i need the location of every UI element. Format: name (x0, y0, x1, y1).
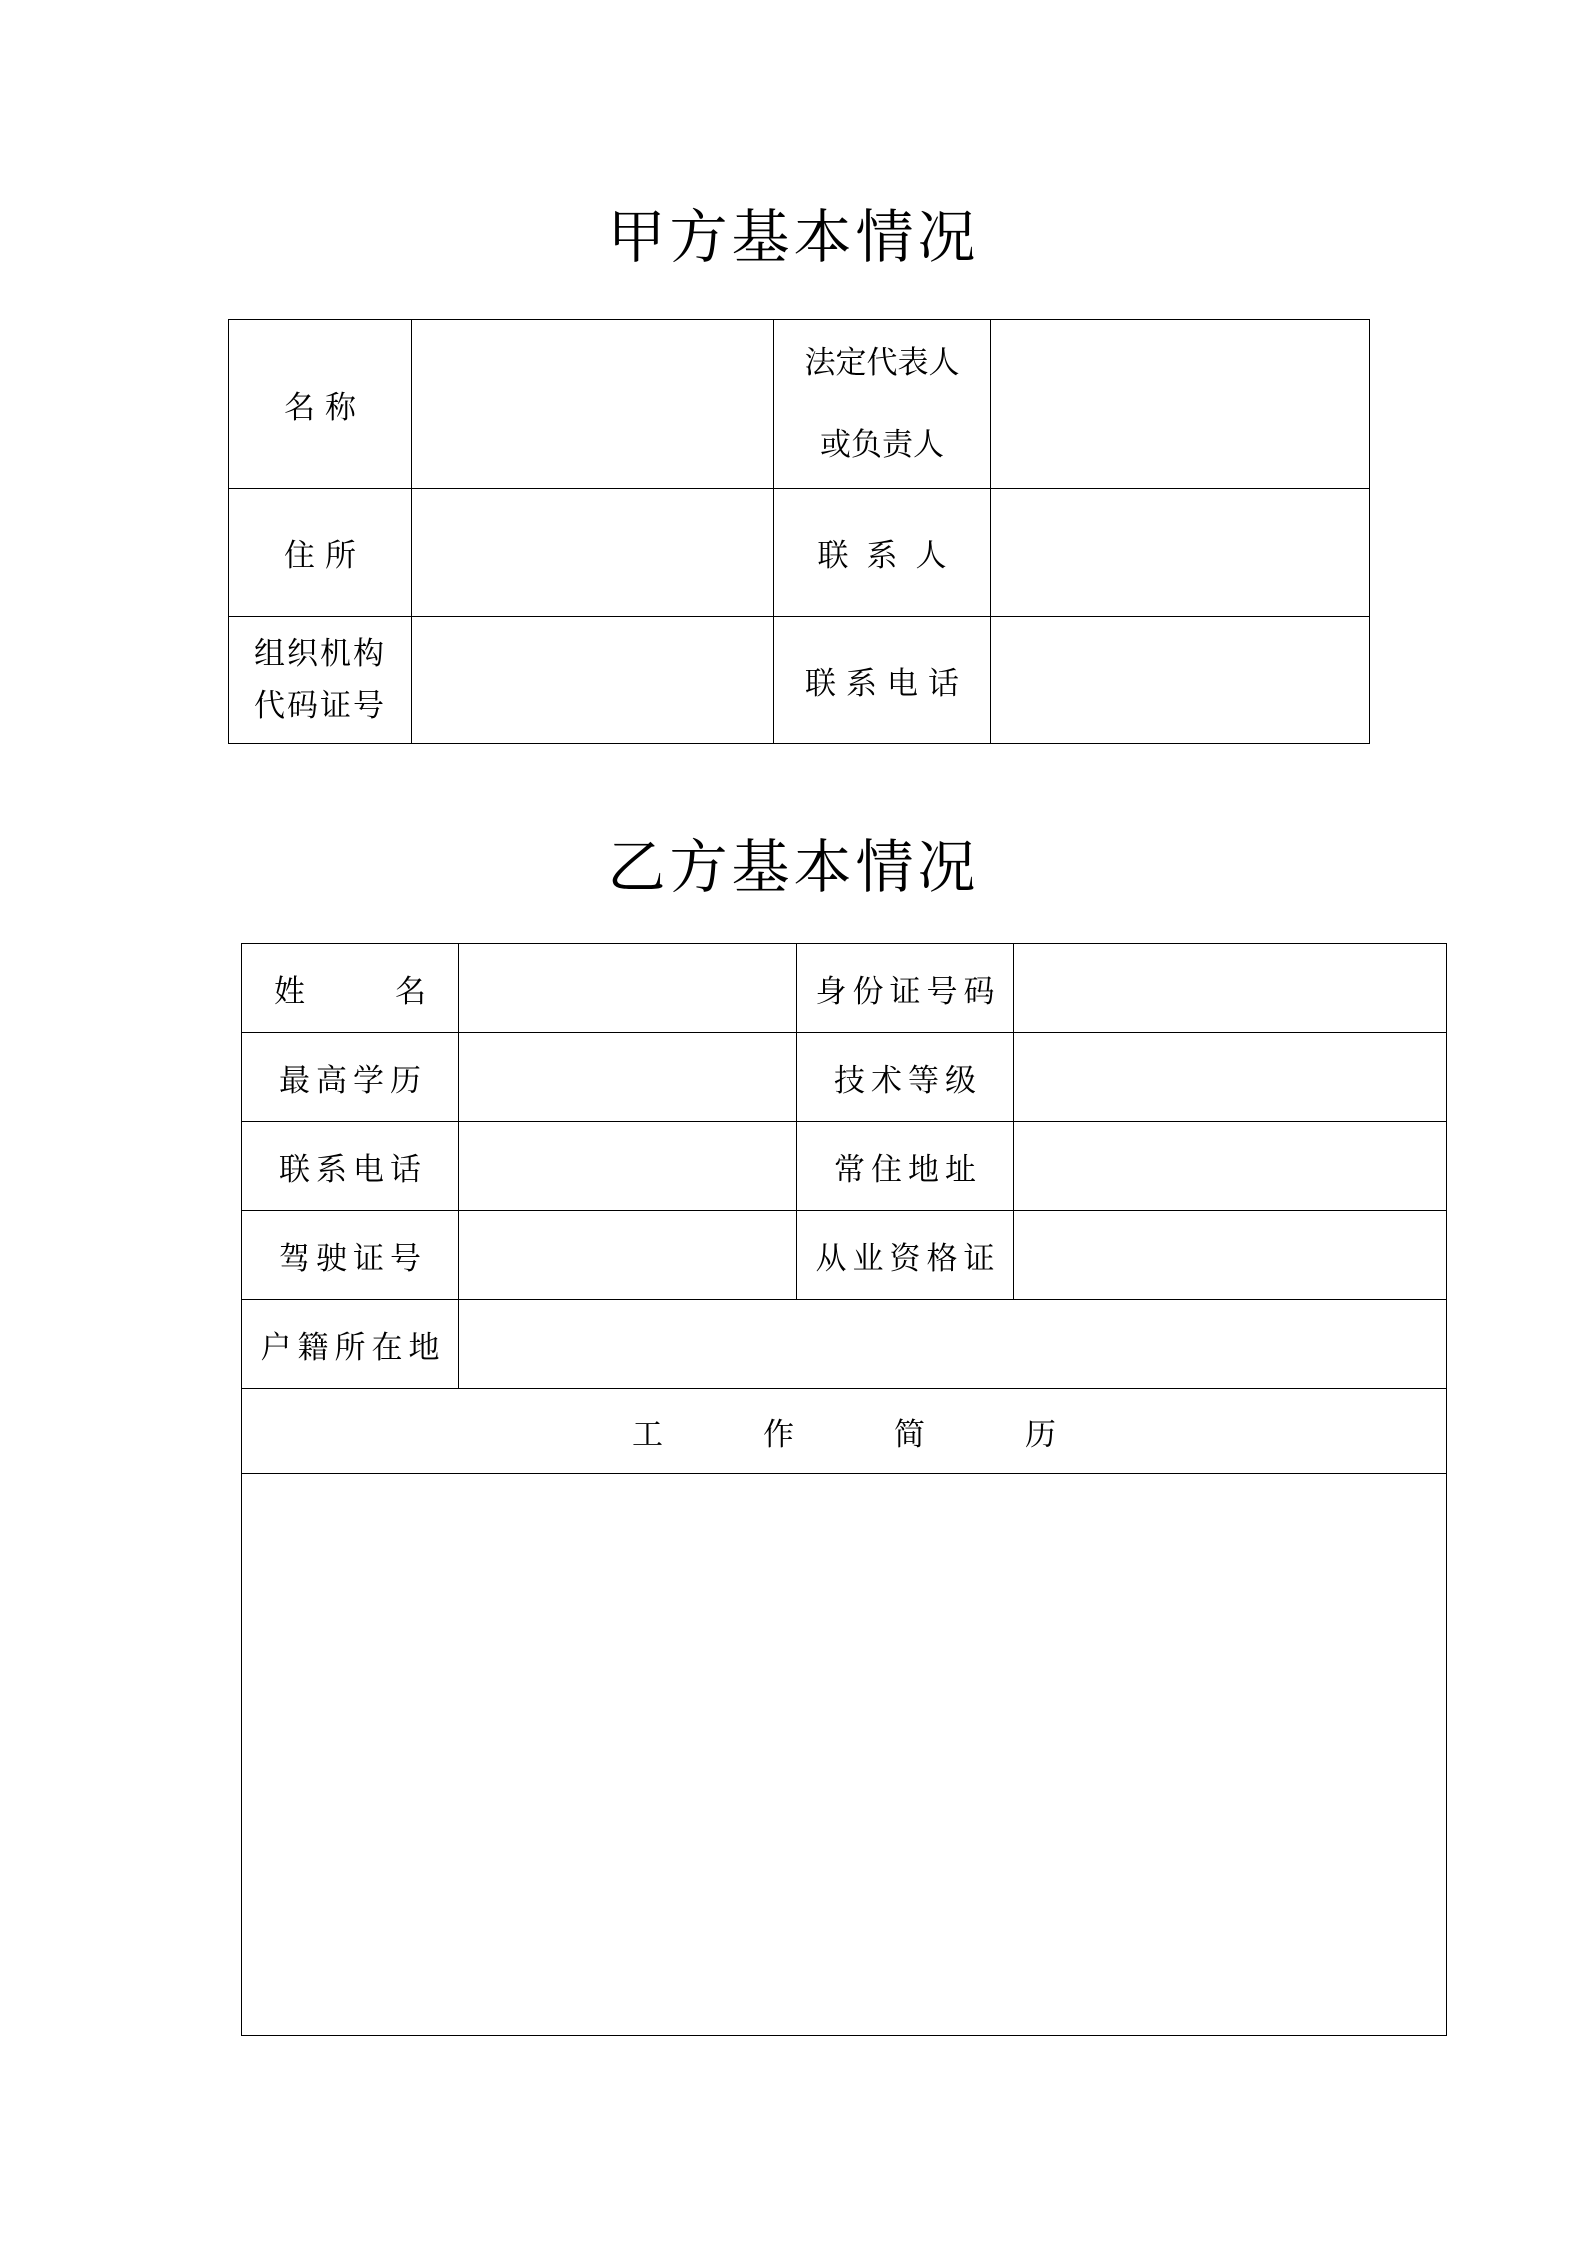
name-label-char1: 姓 (274, 973, 305, 1010)
party-b-phone-field[interactable] (459, 1122, 797, 1211)
party-b-license-label: 驾驶证号 (242, 1211, 459, 1300)
party-b-household-label: 户籍所在地 (242, 1300, 459, 1389)
party-b-qualification-label: 从业资格证 (797, 1211, 1014, 1300)
party-b-name-field[interactable] (459, 944, 797, 1033)
legal-rep-label-line1: 法定代表人 (804, 345, 960, 381)
party-a-name-field[interactable] (412, 320, 774, 489)
party-b-residence-field[interactable] (1014, 1122, 1447, 1211)
party-b-license-field[interactable] (459, 1211, 797, 1300)
party-a-org-code-label (229, 617, 412, 744)
party-b-phone-label: 联系电话 (242, 1122, 459, 1211)
party-a-table (228, 319, 1370, 744)
party-b-qualification-field[interactable] (1014, 1211, 1447, 1300)
party-a-phone-field[interactable] (991, 617, 1370, 744)
name-label-char2: 名 (395, 973, 426, 1010)
party-b-skill-field[interactable] (1014, 1033, 1447, 1122)
party-b-skill-label: 技术等级 (797, 1033, 1014, 1122)
legal-rep-label-line2: 或负责人 (820, 427, 944, 463)
party-b-title: 乙方基本情况 (607, 833, 980, 901)
party-a-contact-field[interactable] (991, 489, 1370, 617)
party-b-table (241, 943, 1447, 2036)
party-b-education-label: 最高学历 (242, 1033, 459, 1122)
party-a-name-label: 名称 (229, 320, 412, 489)
party-a-contact-label: 联系人 (774, 489, 991, 617)
org-code-label-line1: 组织机构 (254, 636, 386, 672)
party-a-address-label: 住所 (229, 489, 412, 617)
work-history-field[interactable] (242, 1474, 1447, 2036)
party-b-id-field[interactable] (1014, 944, 1447, 1033)
party-a-org-code-field[interactable] (412, 617, 774, 744)
party-a-phone-label: 联系电话 (774, 617, 991, 744)
party-b-household-field[interactable] (459, 1300, 1447, 1389)
party-a-legal-rep-label (774, 320, 991, 489)
party-a-address-field[interactable] (412, 489, 774, 617)
party-a-title: 甲方基本情况 (607, 203, 980, 271)
party-b-residence-label: 常住地址 (797, 1122, 1014, 1211)
work-history-header: 工作简历 (242, 1389, 1447, 1474)
party-b-name-label (242, 944, 459, 1033)
org-code-label-line2: 代码证号 (254, 688, 386, 724)
party-a-legal-rep-field[interactable] (991, 320, 1370, 489)
party-b-id-label: 身份证号码 (797, 944, 1014, 1033)
party-b-education-field[interactable] (459, 1033, 797, 1122)
